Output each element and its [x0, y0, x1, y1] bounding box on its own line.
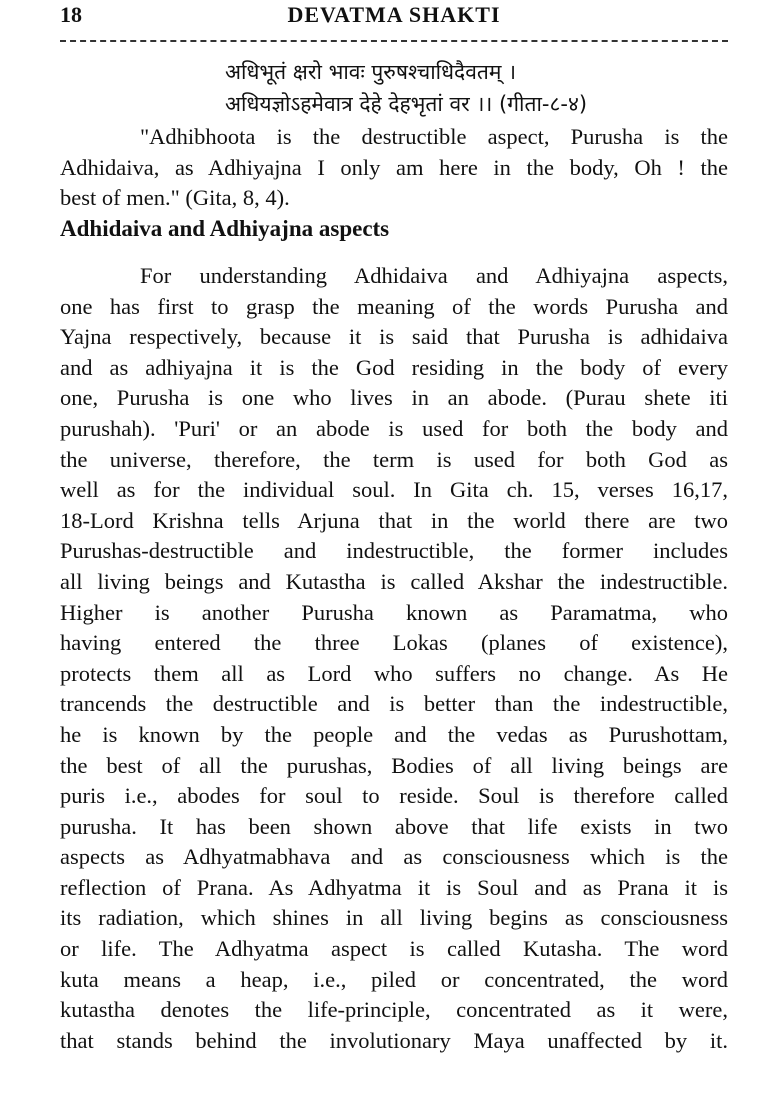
quote-translation	[60, 122, 728, 244]
text-line: well as for the individual soul. In Gita ch. 15, verses 16,17,	[60, 477, 728, 503]
text-line: For understanding Adhidaiva and Adhiyajna aspects,	[140, 263, 728, 288]
text-line: purusha. It has been shown above that life exists in two	[60, 813, 728, 839]
body-paragraph	[60, 261, 728, 1056]
text-line: the best of all the purushas, Bodies of all living beings are	[60, 752, 728, 778]
text-line: Adhidaiva, as Adhiyajna I only am here in the body, Oh ! the	[60, 154, 728, 180]
text-line: Purushas-destructible and indestructible, the former includes	[60, 538, 728, 564]
text-line: purushah). 'Puri' or an abode is used for both the body and	[60, 415, 728, 441]
text-line: Higher is another Purusha known as Paramatma, who	[60, 599, 728, 625]
text-line: best of men." (Gita, 8, 4).	[60, 185, 290, 211]
text-line: Yajna respectively, because it is said that Purusha is adhidaiva	[60, 324, 728, 350]
text-line: protects them all as Lord who suffers no change. As He	[60, 660, 728, 686]
text-line: one has first to grasp the meaning of the words Purusha and	[60, 293, 728, 319]
text-line: 18-Lord Krishna tells Arjuna that in the world there are two	[60, 507, 728, 533]
text-line: the universe, therefore, the term is used for both God as	[60, 446, 728, 472]
text-line: aspects as Adhyatmabhava and as consciousness which is the	[60, 844, 728, 870]
text-line: and as adhiyajna it is the God residing in the body of every	[60, 354, 728, 380]
text-line: puris i.e., abodes for soul to reside. Soul is therefore called	[60, 783, 728, 809]
text-line: kuta means a heap, i.e., piled or concentrated, the word	[60, 966, 728, 992]
header-divider	[60, 40, 728, 42]
text-line: its radiation, which shines in all living begins as consciousness	[60, 905, 728, 931]
text-line: trancends the destructible and is better than the indestructible,	[60, 691, 728, 717]
text-line: or life. The Adhyatma aspect is called Kutasha. The word	[60, 936, 728, 962]
text-line: "Adhibhoota is the destructible aspect, Purusha is the	[140, 124, 728, 149]
sanskrit-verse-line: अधिभूतं क्षरो भावः पुरुषश्चाधिदैवतम् ।	[225, 60, 517, 84]
text-line: one, Purusha is one who lives in an abode. (Purau shete iti	[60, 385, 728, 411]
sanskrit-verse-line: अधियज्ञोऽहमेवात्र देहे देहभृतां वर ।। (गीता-८-४)	[225, 92, 588, 116]
page-header	[60, 2, 728, 32]
text-line: he is known by the people and the vedas as Purushottam,	[60, 721, 728, 747]
section-heading: Adhidaiva and Adhiyajna aspects	[60, 215, 390, 241]
text-line: that stands behind the involutionary Maya unaffected by it.	[60, 1027, 728, 1053]
page-number: 18	[60, 2, 82, 27]
running-title: DEVATMA SHAKTI	[287, 2, 501, 27]
text-line: kutastha denotes the life-principle, concentrated as it were,	[60, 997, 728, 1023]
text-line: all living beings and Kutastha is called Akshar the indestructible.	[60, 568, 728, 594]
text-line: having entered the three Lokas (planes of existence),	[60, 630, 728, 656]
text-line: reflection of Prana. As Adhyatma it is Soul and as Prana it is	[60, 874, 728, 900]
